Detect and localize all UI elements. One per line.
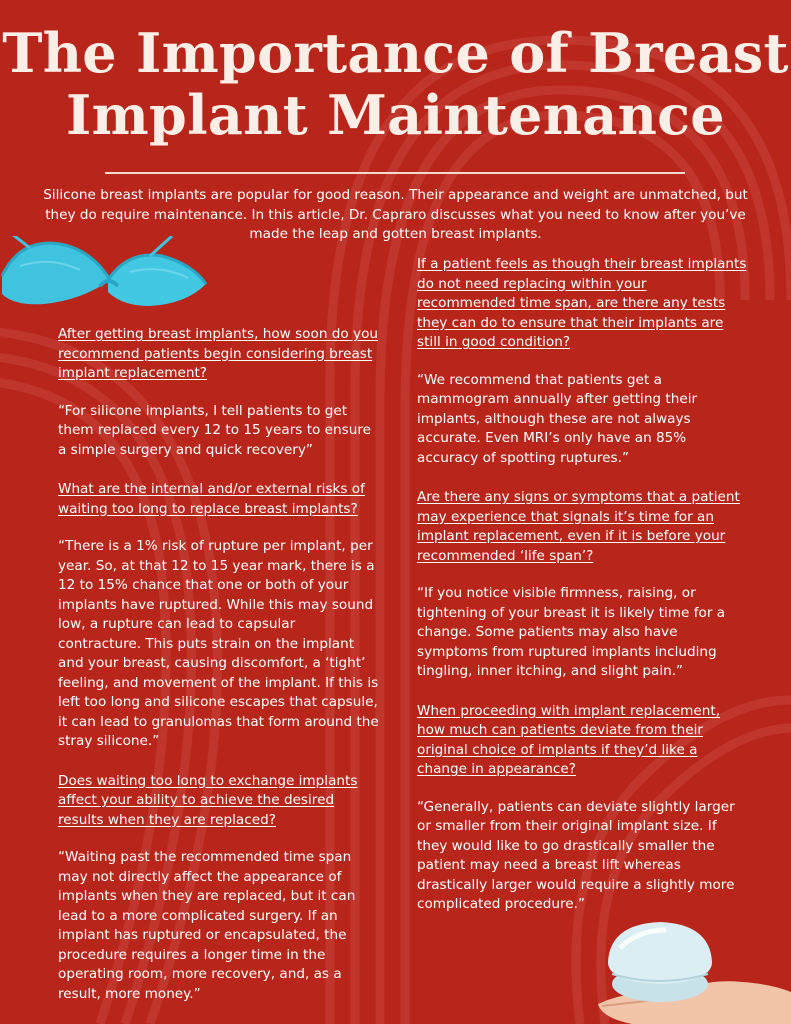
- answer-6: “Generally, patients can deviate slightly larger or smaller from their original implant size. If they would like to go drastically smaller the patient may need a breast lift whereas drastically larger would require a slightly more complicated procedure.”: [417, 798, 735, 912]
- page-title: [0, 22, 791, 146]
- question-3: Does waiting too long to exchange implants affect your ability to achieve the desired results when they are replaced?: [58, 772, 358, 828]
- intro-paragraph: Silicone breast implants are popular for good reason. Their appearance and weight are unmatched, but they do require maintenance. In this article, Dr. Capraro discusses what you need to know after you’ve made the leap and gotten breast implants.: [43, 187, 748, 242]
- right-column: [417, 255, 747, 935]
- answer-4: “We recommend that patients get a mammogram annually after getting their implants, although these are not always accurate. Even MRI’s only have an 85% accuracy of spotting ruptures.”: [417, 371, 698, 466]
- implant-in-hand-icon: [592, 918, 791, 1024]
- bra-icon: [0, 236, 210, 314]
- title-line-2: Implant Maintenance: [66, 83, 725, 147]
- question-1: After getting breast implants, how soon do you recommend patients begin considering breast implant replacement?: [58, 326, 378, 381]
- question-4: If a patient feels as though their breast implants do not need replacing within your recommended time span, are there any tests they can do to ensure that their implants are still in good condition?: [417, 256, 747, 350]
- title-divider: [105, 172, 685, 174]
- question-5: Are there any signs or symptoms that a patient may experience that signals it’s time for an implant replacement, even if it is before your recommended ‘life span’?: [417, 489, 740, 564]
- answer-5: “If you notice visible firmness, raising, or tightening of your breast it is likely time for a change. Some patients may also have symptoms from ruptured implants including tingling, inner itching, and slight pain.”: [417, 585, 726, 679]
- answer-2: “There is a 1% risk of rupture per implant, per year. So, at that 12 to 15 year mark, there is a 12 to 15% chance that one or both of your implants have ruptured. While this may sound low, a rupture can lead to capsular contracture. This puts strain on the implant and your breast, causing discomfort, a ‘tight’ feeling, and movement of the implant. If this is left too long and silicone escapes that capsule, it can lead to granulomas that form around the stray silicone.”: [58, 538, 379, 749]
- title-line-1: The Importance of Breast: [2, 21, 789, 85]
- question-6: When proceeding with implant replacement, how much can patients deviate from their original choice of implants if they’d like a change in appearance?: [417, 702, 721, 777]
- answer-1: “For silicone implants, I tell patients to get them replaced every 12 to 15 years to ensure a simple surgery and quick recovery”: [58, 402, 372, 458]
- left-column: [58, 325, 380, 1024]
- answer-3: “Waiting past the recommended time span may not directly affect the appearance of implants when they are replaced, but it can lead to a more complicated surgery. If an implant has ruptured or encapsulated, the procedure requires a longer time in the operating room, more recovery, and, as a result, more money.”: [58, 849, 356, 1002]
- question-2: What are the internal and/or external risks of waiting too long to replace breast implants?: [58, 481, 365, 517]
